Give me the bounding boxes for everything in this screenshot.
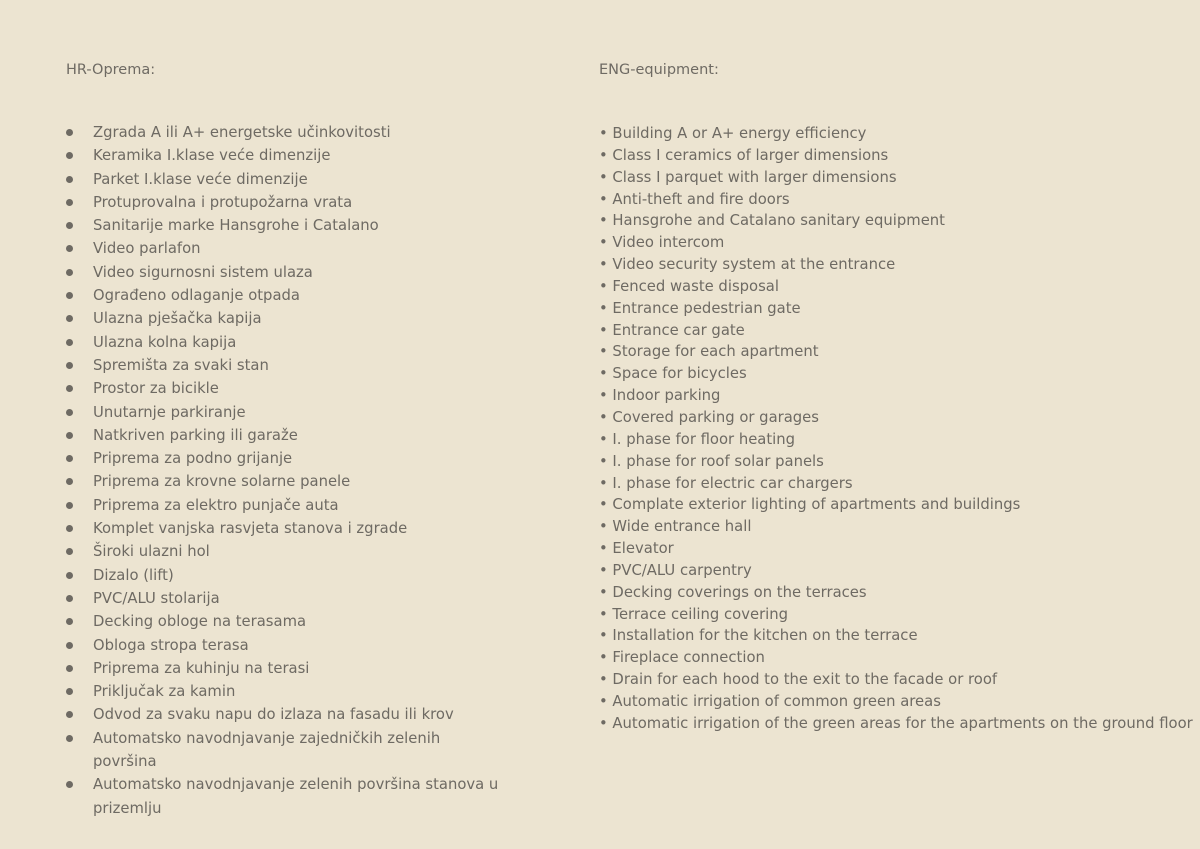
bullet-icon	[66, 548, 73, 555]
list-item	[66, 447, 506, 470]
bullet-icon	[66, 292, 73, 299]
list-item: • Class I parquet with larger dimensions	[599, 168, 897, 186]
list-item: • Anti-theft and fire doors	[599, 190, 790, 208]
list-item: • Fenced waste disposal	[599, 277, 779, 295]
bullet-icon	[66, 315, 73, 322]
bullet-icon	[66, 595, 73, 602]
list-item-text: Video parlafon	[93, 240, 201, 258]
list-item	[66, 377, 506, 400]
list-item	[66, 331, 506, 354]
list-item-text: Komplet vanjska rasvjeta stanova i zgrade	[93, 520, 408, 538]
list-item	[66, 610, 506, 633]
list-item	[66, 470, 506, 493]
list-item-text: Priprema za podno grijanje	[93, 450, 293, 468]
list-item: • Terrace ceiling covering	[599, 605, 789, 623]
bullet-icon	[66, 455, 73, 462]
list-item-text: Protuprovalna i protupožarna vrata	[93, 193, 353, 211]
bullet-icon	[66, 362, 73, 369]
list-item-text: Automatsko navodnjavanje zajedničkih zelenih površina	[93, 729, 441, 771]
list-item-text: Decking obloge na terasama	[93, 613, 307, 631]
list-item	[66, 191, 506, 214]
list-item: • Covered parking or garages	[599, 408, 819, 426]
bullet-icon	[66, 339, 73, 346]
bullet-icon	[66, 642, 73, 649]
list-item-text: Dizalo (lift)	[93, 566, 174, 584]
list-item-text: Ulazna kolna kapija	[93, 333, 237, 351]
en-equipment-list	[599, 123, 1193, 735]
bullet-icon	[66, 502, 73, 509]
list-item-text: Keramika I.klase veće dimenzije	[93, 147, 331, 165]
list-item-text: Priprema za elektro punjače auta	[93, 496, 339, 514]
list-item-text: Automatsko navodnjavanje zelenih površina stanova u prizemlju	[93, 776, 499, 817]
list-item-text: PVC/ALU stolarija	[93, 589, 220, 607]
list-item	[66, 121, 506, 144]
list-item-text: Široki ulazni hol	[93, 543, 210, 561]
list-item: • Entrance pedestrian gate	[599, 299, 801, 317]
bullet-icon	[66, 572, 73, 579]
list-item-text: Ulazna pješačka kapija	[93, 310, 262, 328]
list-item	[66, 354, 506, 377]
bullet-icon	[66, 245, 73, 252]
list-item	[66, 564, 506, 587]
bullet-icon	[66, 525, 73, 532]
bullet-icon	[66, 688, 73, 695]
list-item: • Automatic irrigation of common green areas	[599, 692, 941, 710]
bullet-icon	[66, 432, 73, 439]
list-item: • I. phase for roof solar panels	[599, 452, 824, 470]
list-item: • Drain for each hood to the exit to the facade or roof	[599, 671, 998, 689]
bullet-icon	[66, 385, 73, 392]
bullet-icon	[66, 735, 73, 742]
list-item: • Indoor parking	[599, 387, 721, 405]
bullet-icon	[66, 176, 73, 183]
list-item: • Elevator	[599, 540, 674, 558]
list-item	[66, 214, 506, 237]
list-item	[66, 424, 506, 447]
list-item-text: Priprema za kuhinju na terasi	[93, 659, 310, 677]
list-item: • Fireplace connection	[599, 649, 765, 667]
list-item	[66, 261, 506, 284]
bullet-icon	[66, 152, 73, 159]
list-item-text: Natkriven parking ili garaže	[93, 426, 298, 444]
bullet-icon	[66, 478, 73, 485]
list-item-text: Priključak za kamin	[93, 683, 236, 701]
list-item: • Wide entrance hall	[599, 518, 752, 536]
list-item: • Hansgrohe and Catalano sanitary equipment	[599, 212, 945, 230]
list-item: • Video security system at the entrance	[599, 256, 896, 274]
list-item: • I. phase for floor heating	[599, 430, 796, 448]
list-item	[66, 494, 506, 517]
list-item: • Storage for each apartment	[599, 343, 819, 361]
list-item-text: Video sigurnosni sistem ulaza	[93, 263, 313, 281]
list-item	[66, 168, 506, 191]
list-item	[66, 517, 506, 540]
list-item: • Video intercom	[599, 234, 725, 252]
list-item-text: Priprema za krovne solarne panele	[93, 473, 351, 491]
bullet-icon	[66, 129, 73, 136]
list-item-text: Spremišta za svaki stan	[93, 356, 269, 374]
hr-equipment-list	[66, 121, 506, 820]
hr-heading: HR-Oprema:	[66, 62, 156, 78]
list-item-text: Odvod za svaku napu do izlaza na fasadu ili krov	[93, 706, 454, 724]
list-item	[66, 237, 506, 260]
list-item	[66, 680, 506, 703]
bullet-icon	[66, 618, 73, 625]
en-heading: ENG-equipment:	[599, 62, 719, 78]
list-item: • Class I ceramics of larger dimensions	[599, 146, 889, 164]
list-item	[66, 657, 506, 680]
list-item	[66, 587, 506, 610]
list-item-text: Sanitarije marke Hansgrohe i Catalano	[93, 217, 379, 235]
list-item	[66, 144, 506, 167]
list-item	[66, 307, 506, 330]
bullet-icon	[66, 409, 73, 416]
list-item	[66, 634, 506, 657]
list-item-text: Zgrada A ili A+ energetske učinkovitosti	[93, 124, 391, 141]
bullet-icon	[66, 269, 73, 276]
list-item: • I. phase for electric car chargers	[599, 474, 853, 492]
list-item-text: Unutarnje parkiranje	[93, 403, 246, 421]
list-item	[66, 284, 506, 307]
list-item	[66, 703, 506, 726]
bullet-icon	[66, 711, 73, 718]
list-item: • PVC/ALU carpentry	[599, 561, 752, 579]
list-item: • Installation for the kitchen on the terrace	[599, 627, 918, 645]
list-item	[66, 727, 506, 774]
list-item	[66, 401, 506, 424]
bullet-icon	[66, 781, 73, 788]
list-item-text: Prostor za bicikle	[93, 380, 219, 398]
list-item	[66, 540, 506, 563]
list-item	[66, 773, 506, 820]
list-item: • Automatic irrigation of the green areas for the apartments on the ground floor	[599, 714, 1193, 732]
list-item-text: Parket I.klase veće dimenzije	[93, 170, 308, 188]
list-item: • Space for bicycles	[599, 365, 747, 383]
list-item: • Building A or A+ energy efficiency	[599, 125, 867, 142]
list-item-text: Obloga stropa terasa	[93, 636, 249, 654]
list-item-text: Ograđeno odlaganje otpada	[93, 287, 300, 305]
bullet-icon	[66, 665, 73, 672]
bullet-icon	[66, 199, 73, 206]
list-item: • Decking coverings on the terraces	[599, 583, 867, 601]
list-item: • Entrance car gate	[599, 321, 745, 339]
list-item: • Complate exterior lighting of apartments and buildings	[599, 496, 1021, 514]
bullet-icon	[66, 222, 73, 229]
